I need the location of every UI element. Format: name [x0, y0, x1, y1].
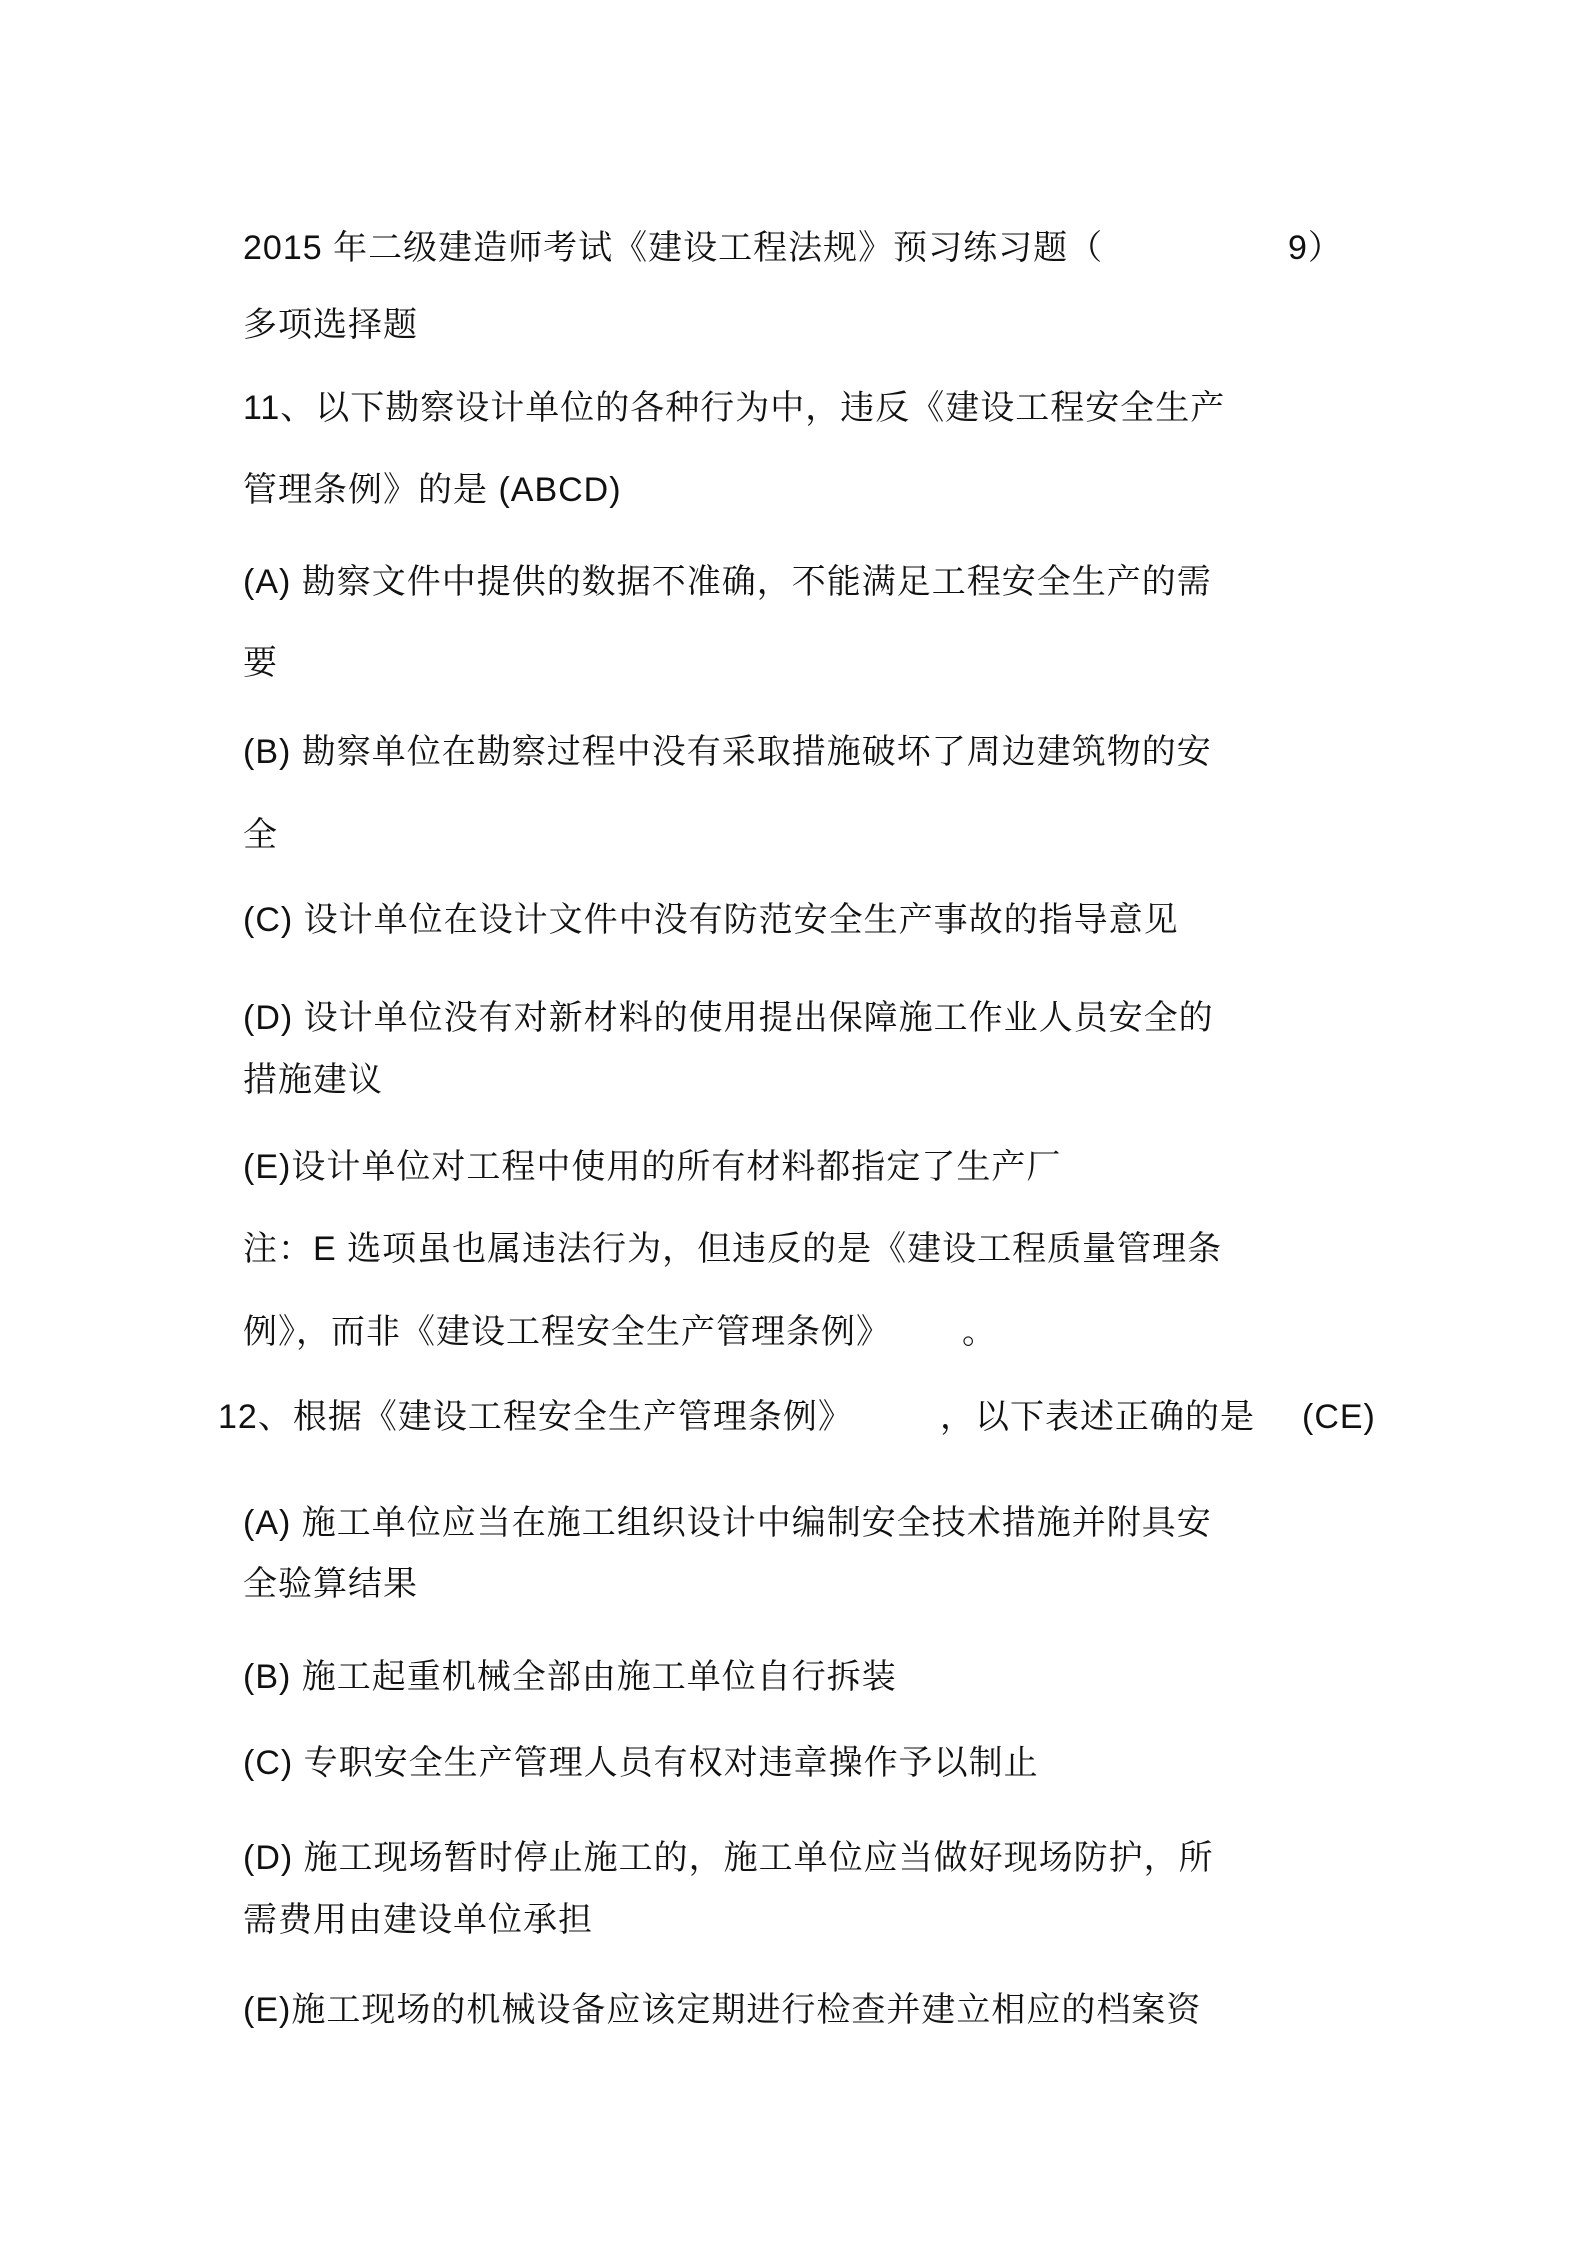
title-number-text: 9） — [1288, 229, 1343, 267]
q11-note-line2: 例》，而非《建设工程安全生产管理条例》 — [243, 1313, 891, 1351]
q12-option-a-line1: (A) 施工单位应当在施工组织设计中编制安全技术措施并附具安 — [243, 1504, 1212, 1542]
section-heading: 多项选择题 — [243, 306, 418, 344]
q11-note-line1: 注：E 选项虽也属违法行为，但违反的是《建设工程质量管理条 — [243, 1230, 1223, 1268]
document-title — [243, 228, 1103, 268]
question-12-answer: (CE) — [1302, 1398, 1376, 1436]
q11-option-d-line2: 措施建议 — [243, 1061, 383, 1099]
question-12-stem-part1: 12、根据《建设工程安全生产管理条例》 — [218, 1398, 853, 1436]
q11-option-a-line1: (A) 勘察文件中提供的数据不准确，不能满足工程安全生产的需 — [243, 563, 1212, 601]
q12-option-b-line1: (B) 施工起重机械全部由施工单位自行拆装 — [243, 1658, 897, 1696]
question-12-stem-part2: ，以下表述正确的是 — [940, 1398, 1255, 1436]
title-number — [1288, 228, 1343, 268]
question-11-stem-line2: 管理条例》的是 (ABCD) — [243, 471, 622, 509]
q11-note-end: 。 — [962, 1313, 997, 1351]
q11-option-b-line2: 全 — [243, 816, 278, 854]
q11-option-a-line2: 要 — [243, 644, 278, 682]
q11-option-b-line1: (B) 勘察单位在勘察过程中没有采取措施破坏了周边建筑物的安 — [243, 733, 1212, 771]
title-text: 2015 年二级建造师考试《建设工程法规》预习练习题（ — [243, 229, 1104, 267]
q11-option-c-line1: (C) 设计单位在设计文件中没有防范安全生产事故的指导意见 — [243, 901, 1179, 939]
q11-option-e-line1: (E)设计单位对工程中使用的所有材料都指定了生产厂 — [243, 1148, 1062, 1186]
q11-option-d-line1: (D) 设计单位没有对新材料的使用提出保障施工作业人员安全的 — [243, 999, 1214, 1037]
q12-option-c-line1: (C) 专职安全生产管理人员有权对违章操作予以制止 — [243, 1744, 1039, 1782]
q12-option-d-line2: 需费用由建设单位承担 — [243, 1901, 593, 1939]
q12-option-d-line1: (D) 施工现场暂时停止施工的，施工单位应当做好现场防护，所 — [243, 1839, 1214, 1877]
q12-option-e-line1: (E)施工现场的机械设备应该定期进行检查并建立相应的档案资 — [243, 1991, 1202, 2029]
q12-option-a-line2: 全验算结果 — [243, 1565, 418, 1603]
question-11-stem-line1: 11、以下勘察设计单位的各种行为中，违反《建设工程安全生产 — [243, 389, 1226, 427]
